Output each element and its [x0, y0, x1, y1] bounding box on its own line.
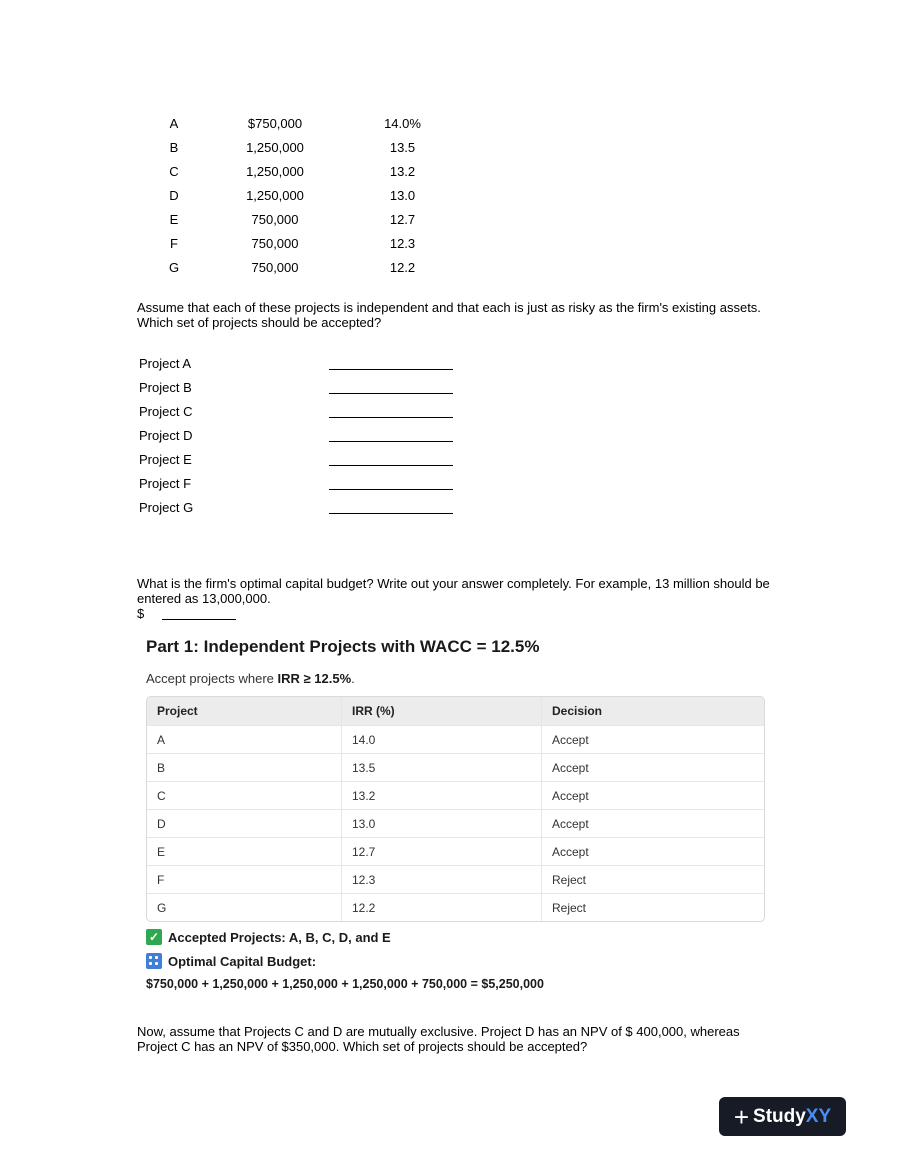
table-row: E 750,000 12.7 [169, 212, 416, 227]
column-header: IRR (%) [341, 697, 541, 725]
table-row: F 750,000 12.3 [170, 236, 416, 251]
list-item: Project F [139, 474, 469, 498]
solution-title: Part 1: Independent Projects with WACC = 12.5% [146, 637, 540, 656]
studyxy-logo[interactable]: + Study XY [719, 1097, 846, 1136]
column-header: Decision [541, 697, 764, 725]
dollar-sign: $ [137, 606, 145, 621]
abacus-icon [146, 953, 162, 969]
table-row: B 1,250,000 13.5 [169, 140, 416, 155]
decision-table [146, 696, 765, 922]
table-row: C 13.2 Accept [147, 781, 764, 809]
table-row: C 1,250,000 13.2 [169, 164, 416, 179]
check-mark-icon: ✓ [146, 929, 162, 945]
table-row: B 13.5 Accept [147, 753, 764, 781]
table-row: A 14.0 Accept [147, 725, 764, 753]
answer-blank[interactable] [329, 513, 453, 514]
column-header: Project [157, 704, 198, 718]
answer-blank[interactable] [329, 441, 453, 442]
answer-blank[interactable] [329, 393, 453, 394]
list-item: Project C [139, 402, 469, 426]
table-row: D 13.0 Accept [147, 809, 764, 837]
answer-blank[interactable] [329, 489, 453, 490]
question-independent-projects: Assume that each of these projects is independent and that each is just as risky as the firm's existing assets. Which set of projects should be accepted? [137, 300, 761, 330]
budget-formula: $750,000 + 1,250,000 + 1,250,000 + 1,250,000 + 750,000 = $5,250,000 [146, 977, 544, 991]
answer-blank[interactable] [329, 465, 453, 466]
answer-blank[interactable] [329, 417, 453, 418]
table-row: F 12.3 Reject [147, 865, 764, 893]
budget-heading: Optimal Capital Budget: [146, 953, 316, 969]
list-item: Project D [139, 426, 469, 450]
projects-table [140, 114, 440, 282]
table-row: G 750,000 12.2 [168, 260, 416, 275]
question-mutually-exclusive: Now, assume that Projects C and D are mutually exclusive. Project D has an NPV of $ 400,000, whereas Project C has an NPV of $350,000. Which set of projects should be accepted? [137, 1024, 740, 1054]
table-header-row [147, 697, 764, 725]
list-item: Project A [139, 354, 469, 378]
plus-icon: + [733, 1101, 750, 1132]
table-row: A $750,000 14.0% [169, 116, 421, 131]
list-item: Project B [139, 378, 469, 402]
project-answer-list [139, 354, 469, 522]
table-row: G 12.2 Reject [147, 893, 764, 921]
list-item: Project G [139, 498, 469, 522]
budget-answer-blank[interactable] [162, 619, 236, 620]
list-item: Project E [139, 450, 469, 474]
question-capital-budget: What is the firm's optimal capital budget? Write out your answer completely. For example, 13 million should be entered as 13,000,000. [137, 576, 770, 606]
table-row: D 1,250,000 13.0 [169, 188, 416, 203]
solution-subtitle: Accept projects where IRR ≥ 12.5%. [146, 671, 355, 686]
table-row: E 12.7 Accept [147, 837, 764, 865]
accepted-projects: ✓ Accepted Projects: A, B, C, D, and E [146, 929, 391, 945]
answer-blank[interactable] [329, 369, 453, 370]
